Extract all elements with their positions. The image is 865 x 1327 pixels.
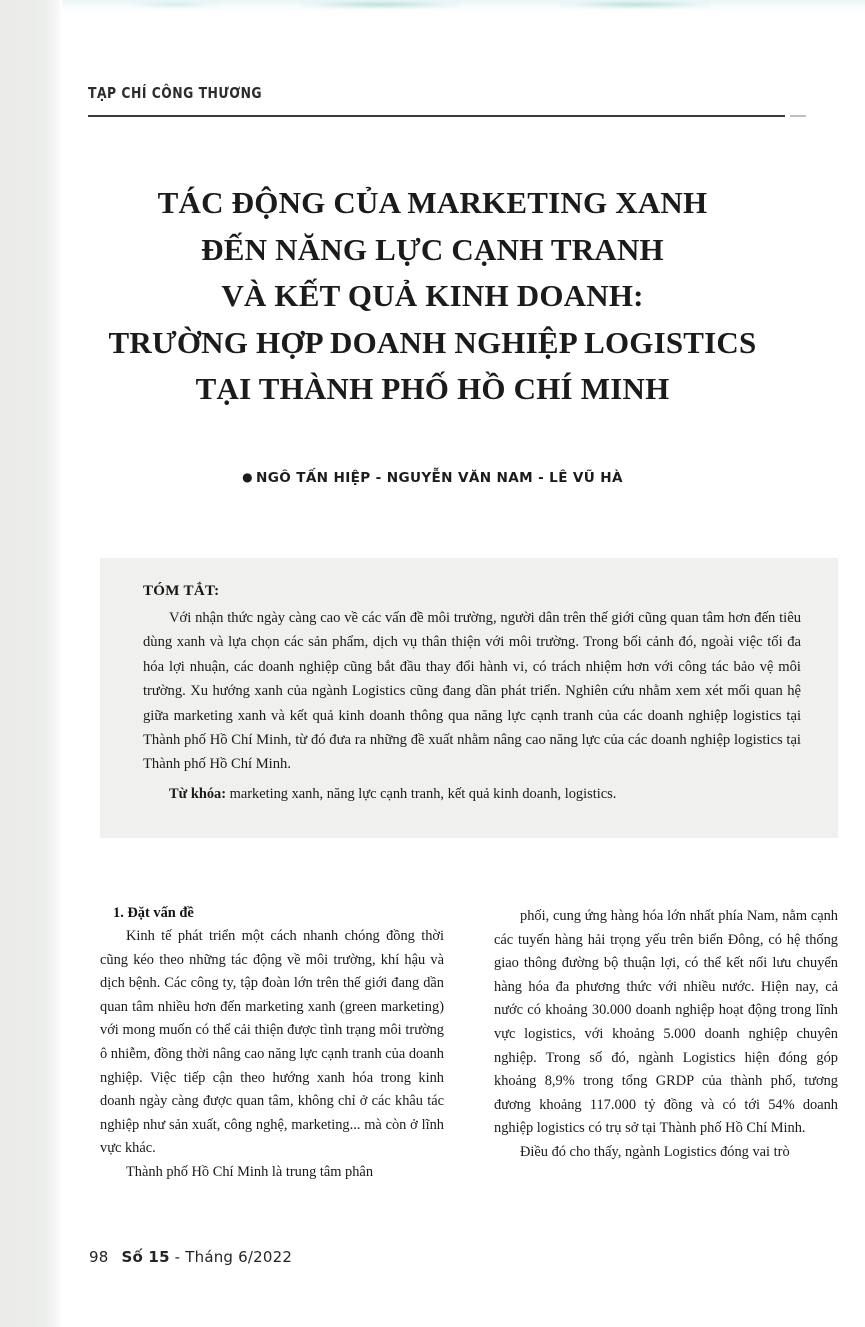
abstract-keywords [143,782,801,806]
masthead [88,84,788,102]
column-right [494,905,838,1165]
page-number: 98 [89,1248,109,1266]
scan-top-tint [62,0,865,14]
paragraph-left-2: Thành phố Hồ Chí Minh là trung tâm phân [126,1163,374,1180]
title-line-5: TẠI THÀNH PHỐ HỒ CHÍ MINH [195,371,670,406]
bullet-icon: ● [242,470,253,484]
author-names: NGÔ TẤN HIỆP - NGUYỄN VĂN NAM - LÊ VŨ HÀ [255,470,623,486]
paragraph-left-1: Kinh tế phát triển một cách nhanh chóng đồng thời cũng kéo theo những tác động về môi trường, khí hậu và dịch bệnh. Các công ty, tập đoàn lớn trên thế giới đang dần quan tâm nhiều hơn đến marketing xanh (green marketing) với mong muốn có thể cải thiện được tình trạng môi trường ô nhiễm, đồng thời nâng cao năng lực cạnh tranh của doanh nghiệp. Việc tiếp cận theo hướng xanh hóa trong kinh doanh ngày càng được quan tâm, không chỉ ở các khâu tác nghiệp như sản xuất, công nghệ, marketing... mà còn ở lĩnh vực khác. [100,928,444,1157]
title-line-2: ĐẾN NĂNG LỰC CẠNH TRANH [201,231,664,267]
issue-date: - Tháng 6/2022 [169,1248,293,1266]
abstract-heading: TÓM TẮT: [143,583,220,599]
keywords-label: Từ khóa: [169,785,227,802]
title-line-1: TÁC ĐỘNG CỦA MARKETING XANH [157,185,708,220]
page-footer [89,1248,292,1266]
abstract-content [143,583,801,806]
paragraph-right-2: Điều đó cho thấy, ngành Logistics đóng vai trò [520,1143,790,1160]
masthead-rule-dash [790,115,806,117]
page-title [60,180,805,413]
column-left [100,905,444,1185]
section-heading-1: 1. Đặt vấn đề [113,905,194,921]
scan-smudge-a [300,0,460,9]
scan-edge-shadow [0,0,62,1327]
body-columns [100,905,838,1225]
author-byline [60,470,805,486]
scan-smudge-c [130,0,220,9]
scan-smudge-b [560,0,710,9]
abstract-text: Với nhận thức ngày càng cao về các vấn đề môi trường, người dân trên thế giới cũng quan tâm hơn đến tiêu dùng xanh và lựa chọn các sản phẩm, dịch vụ thân thiện với môi trường. Trong bối cảnh đó, ngoài việc tối đa hóa lợi nhuận, các doanh nghiệp cũng bắt đầu thay đổi hành vi, có trách nhiệm hơn với công tác bảo vệ môi trường. Xu hướng xanh của ngành Logistics cũng đang dần phát triển. Nghiên cứu nhằm xem xét mối quan hệ giữa marketing xanh và kết quả kinh doanh thông qua năng lực cạnh tranh của các doanh nghiệp logistics tại Thành phố Hồ Chí Minh, từ đó đưa ra những đề xuất nhằm nâng cao năng lực của các doanh nghiệp logistics tại Thành phố Hồ Chí Minh. [143,610,801,773]
issue-number: Số 15 [121,1248,170,1266]
title-line-4: TRƯỜNG HỢP DOANH NGHIỆP LOGISTICS [108,324,757,360]
journal-name: TẠP CHÍ CÔNG THƯƠNG [88,84,263,102]
paragraph-right-1: phối, cung ứng hàng hóa lớn nhất phía Nam, nằm cạnh các tuyến hàng hải trọng yếu trên biển Đông, có hệ thống giao thông đường bộ thuận lợi, có thể kết nối lưu chuyển hàng hóa đa phương thức với nhiều nước. Hiện nay, cả nước có khoảng 30.000 doanh nghiệp hoạt động trong lĩnh vực logistics, với khoảng 5.000 doanh nghiệp chuyên nghiệp. Trong số đó, ngành Logistics hiện đóng góp khoảng 8,9% trong tổng GRDP của thành phố, tương đương khoảng 117.000 tỷ đồng và có tới 54% doanh nghiệp logistics có trụ sở tại Thành phố Hồ Chí Minh. [494,908,838,1137]
masthead-rule [88,115,785,117]
keywords-value: marketing xanh, năng lực cạnh tranh, kết quả kinh doanh, logistics. [226,785,617,802]
title-line-3: VÀ KẾT QUẢ KINH DOANH: [221,278,644,313]
